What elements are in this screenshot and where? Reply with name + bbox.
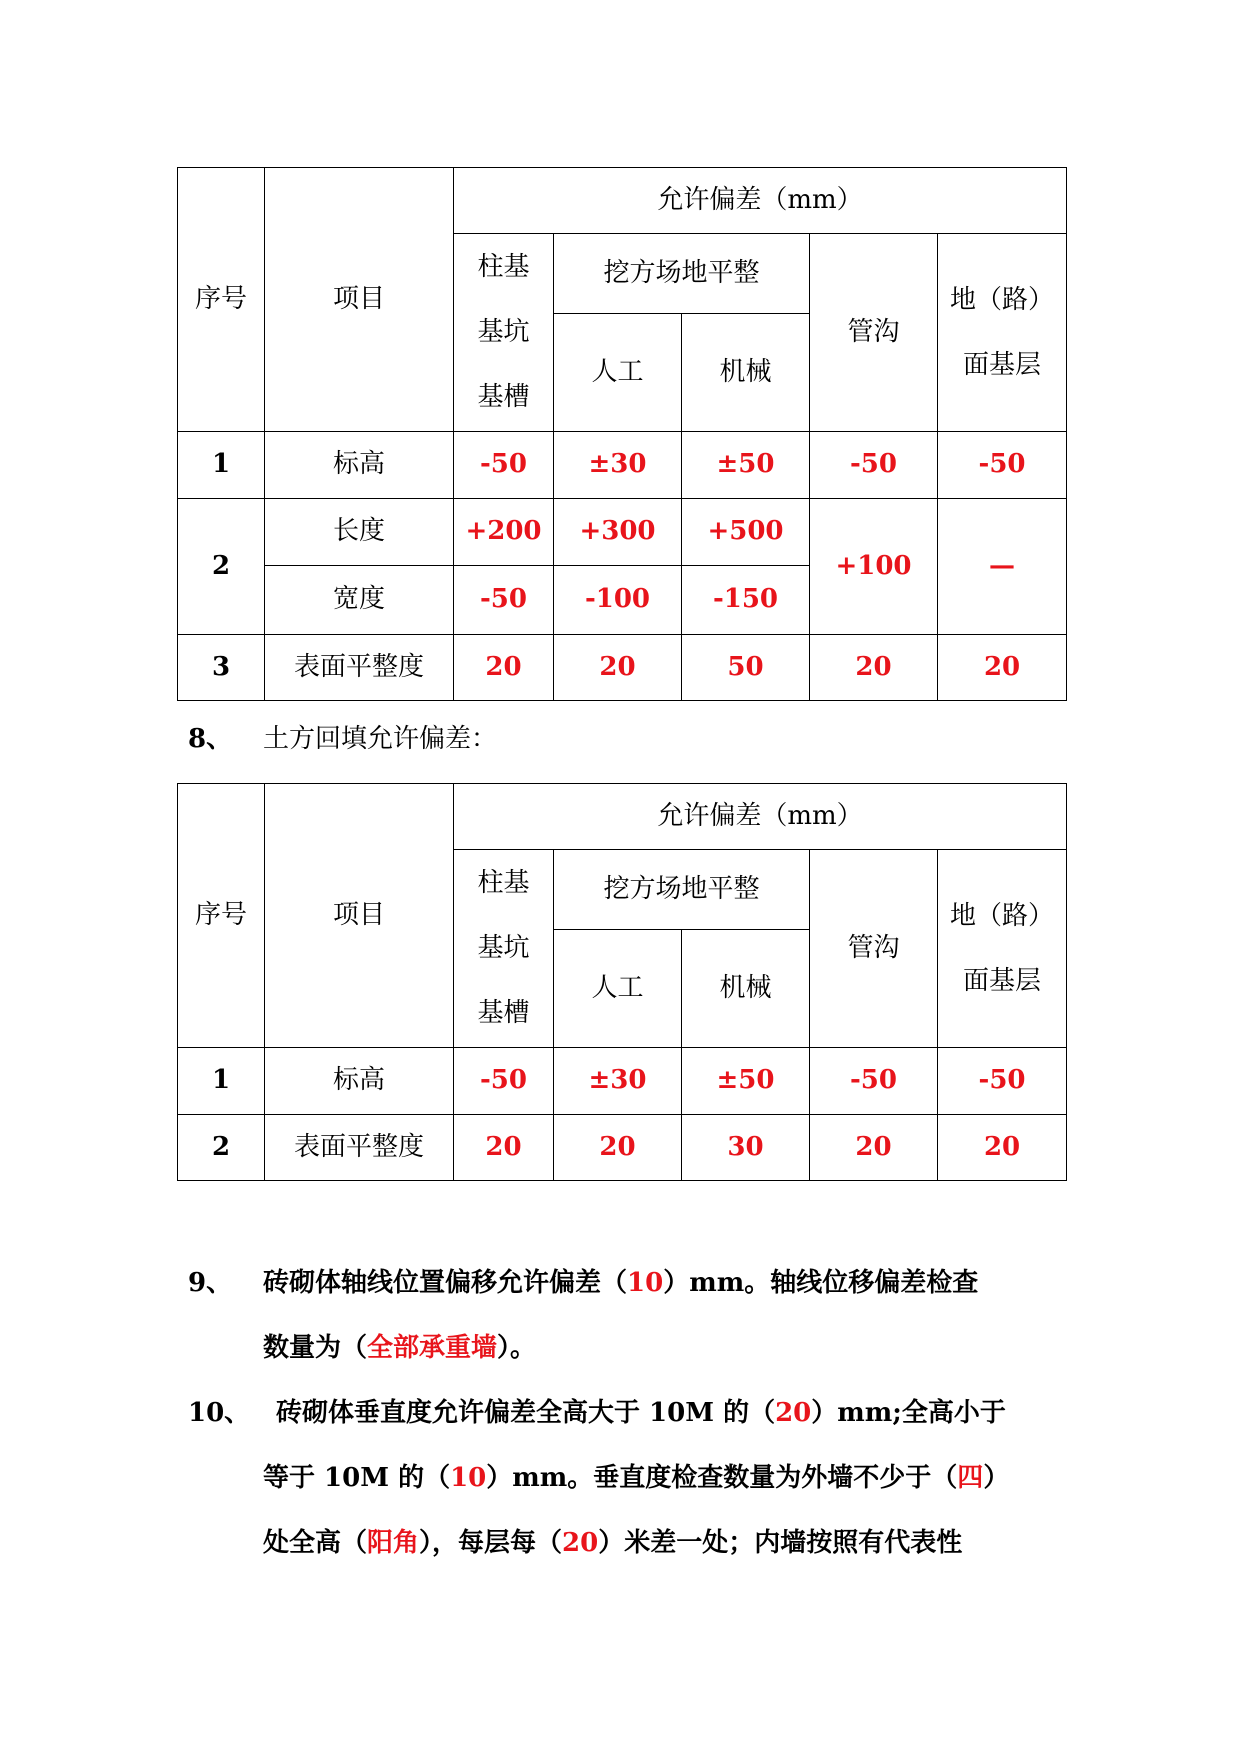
value-cell: -50 [810,1048,938,1115]
value-cell: 30 [682,1115,810,1181]
header-col-excavation: 挖方场地平整 [554,234,810,314]
value-cell: 20 [554,1115,682,1181]
highlight-value: 20 [562,1528,599,1558]
header-seq: 序号 [178,168,265,432]
section-number: 8、 [188,724,233,754]
header-col-pit: 柱基 基坑 基槽 [454,850,554,1048]
row-item: 宽度 [265,566,454,635]
table-row [178,635,1067,701]
table-row [178,1115,1067,1181]
highlight-value: 10 [627,1268,664,1298]
text-segment: ）mm。轴线位移偏差检查 [663,1268,979,1298]
value-cell: +200 [454,499,554,566]
section-8-heading [188,718,1068,755]
section-10-line-1 [188,1392,1068,1429]
header-col-machine: 机械 [682,930,810,1048]
text-segment: 等于 10M 的（ [263,1463,451,1493]
text-segment: 处全高（ [263,1528,368,1558]
header-item: 项目 [265,784,454,1048]
tolerance-table-excavation [177,167,1067,701]
section-10-line-3 [263,1522,1143,1559]
value-cell: 20 [810,635,938,701]
header-col-road: 地（路） 面基层 [938,234,1067,432]
text-segment: ）mm;全高小于 [811,1398,1006,1428]
header-col-manual: 人工 [554,314,682,432]
table-row [178,499,1067,566]
value-cell: -50 [454,1048,554,1115]
row-seq: 1 [178,1048,265,1115]
highlight-value: 全部承重墙 [367,1333,498,1363]
highlight-value: 10 [450,1463,487,1493]
header-tolerance: 允许偏差（mm） [454,784,1067,850]
row-seq: 2 [178,1115,265,1181]
value-cell: -100 [554,566,682,635]
value-cell: -50 [938,432,1067,499]
value-cell: — [938,499,1067,635]
row-item: 长度 [265,499,454,566]
highlight-value: 20 [775,1398,812,1428]
row-seq: 3 [178,635,265,701]
value-cell: 20 [554,635,682,701]
row-item: 表面平整度 [265,635,454,701]
section-number: 10、 [188,1398,251,1428]
header-col-trench: 管沟 [810,234,938,432]
highlight-value: 四 [957,1463,984,1493]
row-seq: 2 [178,499,265,635]
value-cell: 20 [938,635,1067,701]
value-cell: +300 [554,499,682,566]
header-col-manual: 人工 [554,930,682,1048]
section-9-line-2 [263,1327,1143,1364]
table-row [178,432,1067,499]
section-10-line-2 [263,1457,1143,1494]
value-cell: ±50 [682,1048,810,1115]
section-9-line-1 [188,1262,1068,1299]
value-cell: -50 [938,1048,1067,1115]
text-segment: 砖砌体轴线位置偏移允许偏差（ [263,1268,628,1298]
row-item: 标高 [265,432,454,499]
row-seq: 1 [178,432,265,499]
header-col-pit: 柱基 基坑 基槽 [454,234,554,432]
value-cell: 20 [810,1115,938,1181]
value-cell: 20 [454,635,554,701]
header-col-machine: 机械 [682,314,810,432]
value-cell: 20 [454,1115,554,1181]
row-item: 标高 [265,1048,454,1115]
text-segment: ），每层每（ [419,1528,563,1558]
text-segment: 数量为（ [263,1333,368,1363]
section-number: 9、 [188,1268,233,1298]
header-col-road: 地（路） 面基层 [938,850,1067,1048]
text-segment: ）。 [497,1333,537,1363]
value-cell: -150 [682,566,810,635]
table-row [178,1048,1067,1115]
value-cell: -50 [454,566,554,635]
value-cell: -50 [810,432,938,499]
header-tolerance: 允许偏差（mm） [454,168,1067,234]
row-item: 表面平整度 [265,1115,454,1181]
header-seq: 序号 [178,784,265,1048]
value-cell: ±30 [554,432,682,499]
text-segment: ）mm。垂直度检查数量为外墙不少于（ [486,1463,958,1493]
header-col-trench: 管沟 [810,850,938,1048]
section-text: 土方回填允许偏差： [263,724,498,754]
tolerance-table-backfill [177,783,1067,1181]
value-cell: 20 [938,1115,1067,1181]
value-cell: ±30 [554,1048,682,1115]
value-cell: +500 [682,499,810,566]
header-item: 项目 [265,168,454,432]
text-segment: ）米差一处；内墙按照有代表性 [598,1528,963,1558]
value-cell: 50 [682,635,810,701]
text-segment: 砖砌体垂直度允许偏差全高大于 10M 的（ [276,1398,776,1428]
value-cell: +100 [810,499,938,635]
value-cell: ±50 [682,432,810,499]
value-cell: -50 [454,432,554,499]
header-col-excavation: 挖方场地平整 [554,850,810,930]
highlight-value: 阳角 [367,1528,420,1558]
text-segment: ） [983,1463,1010,1493]
